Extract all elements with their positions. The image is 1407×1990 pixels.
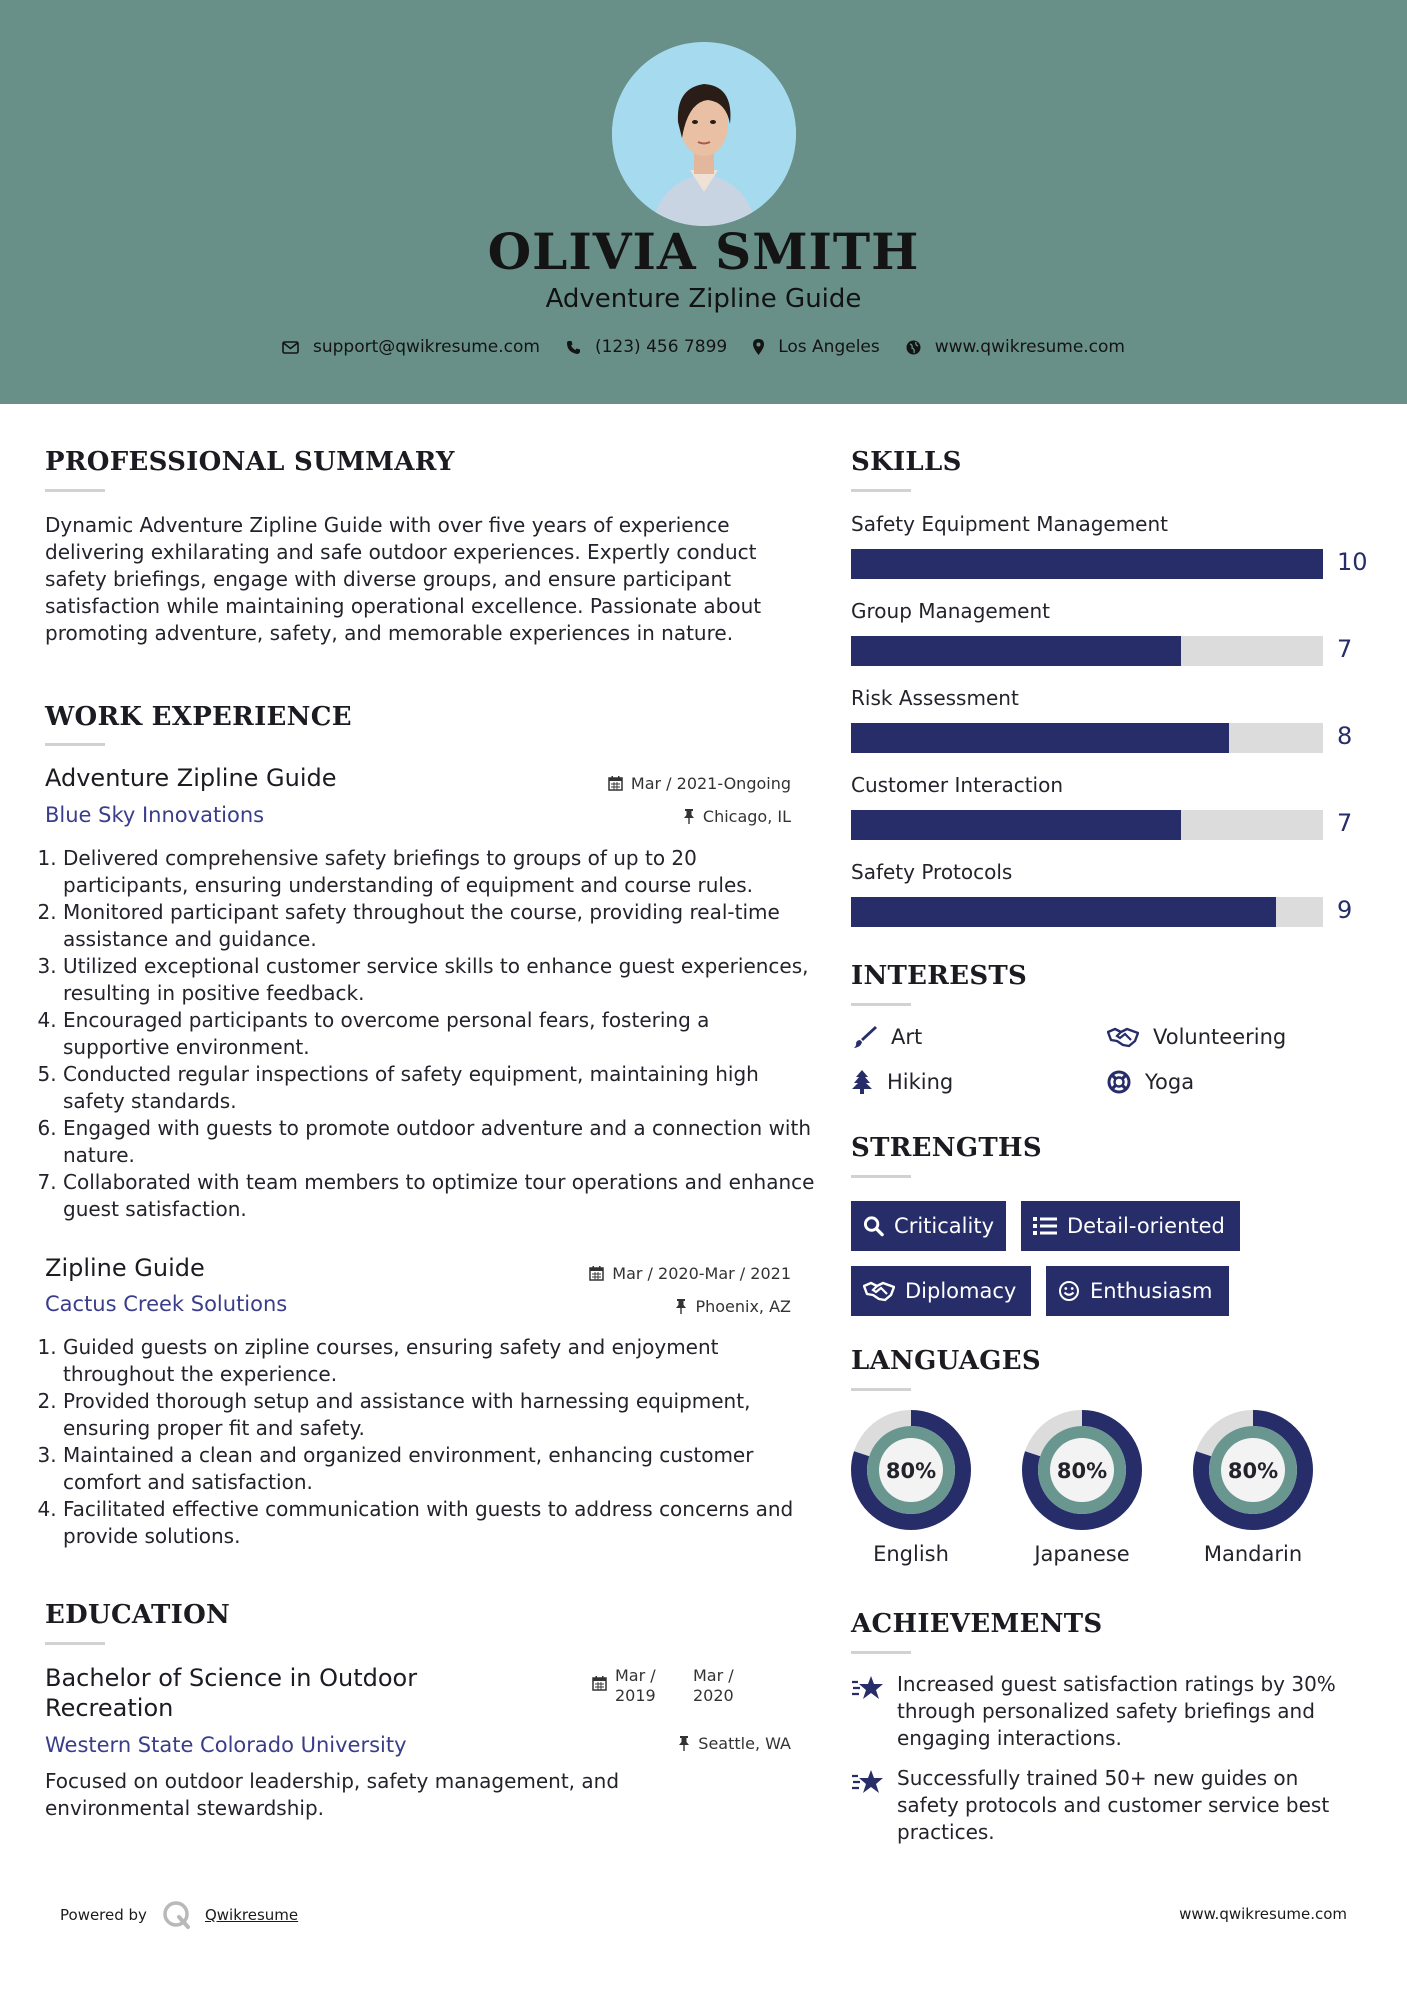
- summary-divider: [45, 489, 105, 492]
- strength-label: Enthusiasm: [1090, 1279, 1213, 1303]
- list-item: 4. Facilitated effective communication with guests to address concerns and provide solutions.: [63, 1496, 815, 1550]
- language-percent-label: 80%: [1056, 1459, 1108, 1483]
- education-location: [560, 1734, 791, 1753]
- achievements-heading: ACHIEVEMENTS: [851, 1609, 1103, 1639]
- star-award-icon: [851, 1767, 885, 1795]
- interest-label: Art: [891, 1025, 923, 1049]
- skills-divider: [851, 489, 911, 492]
- strength-label: Detail-oriented: [1067, 1214, 1225, 1238]
- powered-by-label: Powered by: [60, 1906, 147, 1924]
- location-text: Los Angeles: [778, 337, 880, 357]
- contact-email[interactable]: [282, 337, 540, 357]
- skills-heading: SKILLS: [851, 447, 962, 477]
- person-silhouette-icon: [612, 42, 796, 226]
- interest-label: Volunteering: [1153, 1025, 1287, 1049]
- skill-level-value: 8: [1337, 722, 1353, 750]
- language-progress-ring: [1191, 1408, 1315, 1532]
- language-name: Mandarin: [1203, 1542, 1303, 1566]
- skill-bar-track: [851, 897, 1323, 927]
- list-item: 7. Collaborated with team members to optimize tour operations and enhance guest satisfaction.: [63, 1169, 815, 1223]
- interests-heading: INTERESTS: [851, 961, 1028, 991]
- skill-bar-fill: [851, 810, 1181, 840]
- list-item: 2. Monitored participant safety throughout the course, providing real-time assistance and guidance.: [63, 899, 815, 953]
- achievement-item: [851, 1765, 1361, 1846]
- language-percent-label: 80%: [1227, 1459, 1279, 1483]
- list-icon: [1033, 1216, 1057, 1236]
- email-text: support@qwikresume.com: [313, 337, 540, 357]
- achievement-text: Successfully trained 50+ new guides on safety protocols and customer service best practices.: [897, 1766, 1330, 1844]
- interest-art: [851, 1025, 922, 1049]
- job-1-role: Adventure Zipline Guide: [45, 764, 337, 792]
- job-2-duties: [45, 1334, 815, 1550]
- job-1-duties: [45, 845, 815, 1223]
- education-divider: [45, 1642, 105, 1645]
- language-name: Japanese: [1034, 1542, 1130, 1566]
- calendar-icon: [592, 1676, 607, 1691]
- strength-tag-diplomacy: [851, 1266, 1031, 1316]
- education-degree: Bachelor of Science in Outdoor Recreation: [45, 1664, 418, 1722]
- strength-tag-criticality: [851, 1201, 1006, 1251]
- list-item: 1. Guided guests on zipline courses, ensuring safety and enjoyment throughout the experience.: [63, 1334, 815, 1388]
- calendar-icon: [589, 1266, 604, 1281]
- strength-label: Criticality: [894, 1214, 994, 1238]
- strengths-heading: STRENGTHS: [851, 1133, 1042, 1163]
- brand-link[interactable]: Qwikresume: [204, 1906, 299, 1924]
- contact-website[interactable]: [906, 337, 1125, 357]
- skill-level-value: 7: [1337, 635, 1353, 663]
- skill-level-value: 10: [1337, 548, 1368, 576]
- education-end-year: 2020: [693, 1686, 734, 1705]
- skill-name: Customer Interaction: [851, 773, 1064, 797]
- experience-divider: [45, 743, 105, 746]
- candidate-title: Adventure Zipline Guide: [545, 284, 862, 314]
- job-1-company: Blue Sky Innovations: [45, 803, 265, 827]
- education-end: [693, 1666, 734, 1706]
- job-2-dates-text: Mar / 2020-Mar / 2021: [612, 1264, 791, 1283]
- skill-level-value: 9: [1337, 896, 1353, 924]
- contact-location: [753, 337, 880, 357]
- list-item: 3. Utilized exceptional customer service skills to enhance guest experiences, resulting in positive feedback.: [63, 953, 815, 1007]
- skill-bar-fill: [851, 897, 1276, 927]
- job-1-dates-text: Mar / 2021-Ongoing: [630, 774, 791, 793]
- achievements-divider: [851, 1651, 911, 1654]
- website-text: www.qwikresume.com: [934, 337, 1125, 357]
- interest-hiking: [851, 1070, 953, 1094]
- list-item: 5. Conducted regular inspections of safety equipment, maintaining high safety standards.: [63, 1061, 815, 1115]
- list-item: 1. Delivered comprehensive safety briefings to groups of up to 20 participants, ensuring understanding of equipment and course rules.: [63, 845, 815, 899]
- education-school: Western State Colorado University: [45, 1733, 407, 1757]
- skill-bar-track: [851, 810, 1323, 840]
- interest-label: Yoga: [1145, 1070, 1195, 1094]
- achievement-item: [851, 1671, 1361, 1752]
- job-2-company: Cactus Creek Solutions: [45, 1292, 288, 1316]
- job-2-dates: [520, 1264, 791, 1283]
- globe-icon: [906, 340, 921, 355]
- job-1-location-text: Chicago, IL: [702, 807, 791, 826]
- education-location-text: Seattle, WA: [698, 1734, 791, 1753]
- language-progress-ring: [1020, 1408, 1144, 1532]
- skill-name: Safety Equipment Management: [851, 512, 1169, 536]
- job-2-role: Zipline Guide: [45, 1254, 205, 1282]
- summary-heading: PROFESSIONAL SUMMARY: [45, 447, 455, 477]
- education-start-month: Mar /: [615, 1666, 656, 1685]
- interest-volunteering: [1107, 1025, 1286, 1049]
- map-pin-icon: [753, 339, 764, 355]
- language-item: [849, 1408, 973, 1566]
- search-icon: [863, 1215, 884, 1237]
- handshake-icon: [1107, 1026, 1139, 1048]
- achievement-text: Increased guest satisfaction ratings by 30% through personalized safety briefings and engaging interactions.: [897, 1672, 1336, 1750]
- candidate-name: OLIVIA SMITH: [487, 222, 920, 281]
- language-name: English: [873, 1542, 949, 1566]
- skill-name: Safety Protocols: [851, 860, 1013, 884]
- pushpin-icon: [675, 1299, 687, 1314]
- education-start-year: 2019: [615, 1686, 656, 1705]
- skill-level-value: 7: [1337, 809, 1353, 837]
- education-dates: [592, 1666, 734, 1706]
- education-start: [615, 1666, 673, 1706]
- strengths-divider: [851, 1175, 911, 1178]
- education-end-month: Mar /: [693, 1666, 734, 1685]
- language-item: [1020, 1408, 1144, 1566]
- job-2-location: [560, 1297, 791, 1316]
- star-award-icon: [851, 1673, 885, 1701]
- lifebuoy-icon: [1107, 1070, 1131, 1094]
- calendar-icon: [608, 776, 623, 791]
- skill-bar-fill: [851, 549, 1323, 579]
- list-item: 2. Provided thorough setup and assistance with harnessing equipment, ensuring proper fit and safety.: [63, 1388, 815, 1442]
- language-progress-ring: [849, 1408, 973, 1532]
- list-item: 3. Maintained a clean and organized environment, enhancing customer comfort and satisfaction.: [63, 1442, 815, 1496]
- summary-text: Dynamic Adventure Zipline Guide with over five years of experience delivering exhilarating and safe outdoor experiences. Expertly conduct safety briefings, engage with diverse groups, and ensure participant satisfaction while maintaining operational excellence. Passionate about promoting adventure, safety, and memorable experiences in nature.: [45, 513, 762, 645]
- strength-tag-detail-oriented: [1021, 1201, 1240, 1251]
- header-banner: [0, 0, 1407, 404]
- education-description: Focused on outdoor leadership, safety management, and environmental stewardship.: [45, 1769, 620, 1820]
- languages-heading: LANGUAGES: [851, 1346, 1041, 1376]
- handshake-icon: [863, 1280, 895, 1302]
- skill-bar-track: [851, 549, 1323, 579]
- pushpin-icon: [678, 1736, 690, 1751]
- skill-bar-fill: [851, 636, 1181, 666]
- strength-label: Diplomacy: [905, 1279, 1017, 1303]
- skill-name: Group Management: [851, 599, 1050, 623]
- skill-bar-track: [851, 636, 1323, 666]
- interests-divider: [851, 1003, 911, 1006]
- contact-bar: [0, 337, 1407, 357]
- experience-heading: WORK EXPERIENCE: [45, 702, 352, 732]
- envelope-icon: [282, 341, 299, 354]
- tree-icon: [851, 1070, 873, 1094]
- interest-label: Hiking: [887, 1070, 954, 1094]
- language-percent-label: 80%: [885, 1459, 937, 1483]
- smile-icon: [1058, 1280, 1080, 1302]
- job-1-location: [560, 807, 791, 826]
- list-item: 4. Encouraged participants to overcome personal fears, fostering a supportive environment.: [63, 1007, 815, 1061]
- job-1-dates: [560, 774, 791, 793]
- qwikresume-logo-icon: [161, 1900, 193, 1930]
- list-item: 6. Engaged with guests to promote outdoor adventure and a connection with nature.: [63, 1115, 815, 1169]
- contact-phone[interactable]: [566, 337, 727, 357]
- language-item: [1191, 1408, 1315, 1566]
- skill-name: Risk Assessment: [851, 686, 1019, 710]
- footer-website[interactable]: www.qwikresume.com: [1179, 1905, 1347, 1923]
- footer-powered-by: [60, 1900, 298, 1930]
- pushpin-icon: [683, 809, 695, 824]
- paintbrush-icon: [851, 1025, 877, 1049]
- skill-bar-track: [851, 723, 1323, 753]
- job-2-location-text: Phoenix, AZ: [695, 1297, 791, 1316]
- phone-text: (123) 456 7899: [594, 337, 728, 357]
- profile-photo: [612, 42, 796, 226]
- phone-icon: [566, 340, 581, 355]
- education-heading: EDUCATION: [45, 1600, 231, 1630]
- strength-tag-enthusiasm: [1046, 1266, 1229, 1316]
- skill-bar-fill: [851, 723, 1229, 753]
- languages-divider: [851, 1388, 911, 1391]
- interest-yoga: [1107, 1070, 1194, 1094]
